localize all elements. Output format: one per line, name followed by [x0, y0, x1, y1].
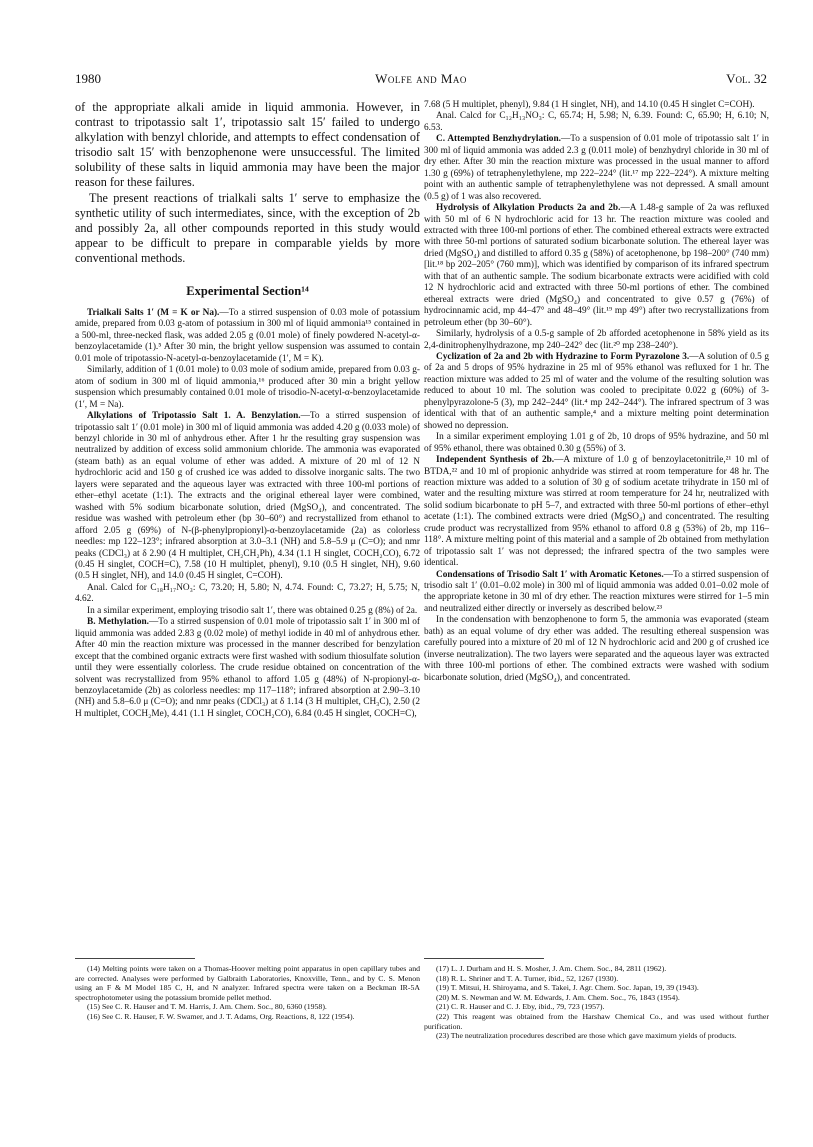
run-in-heading: Condensations of Trisodio Salt 1′ with Aromatic Ketones.	[436, 569, 664, 580]
footnote-rule	[75, 958, 195, 959]
paragraph-text: Anal. Calcd for C₁₈H₁₇NO₃: C, 73.20; H, 5.80; N, 4.74. Found: C, 73.27; H, 5.75; N, 4.62.	[75, 582, 420, 605]
paragraph-text: —To a stirred suspension of 0.01 mole of tripotassio salt 1′ in 300 ml of liquid ammonia was added 2.83 g (0.02 mole) of methyl iodide in 40 ml of anhydrous ether. After 40 min the reaction mixture was processed in the manner described for benzylation except that the combined organic extracts were first washed with sodium thiosulfate solution until they were essentially colorless. The crude residue obtained on concentration of the solvent was recrystallized from 95% ethanol to afford 1.05 g (48%) of N-propionyl-α-benzoylacetamide (2b) as colorless needles: mp 117–118°; infrared absorption at 2.90–3.10 (NH) and 5.8–6.0 μ (C=O); and nmr peaks (CDCl₃) at δ 1.14 (3 H multiplet, CH₃C), 2.50 (2 H multiplet, COCH₂Me), 4.41 (1.1 H singlet, COCH₂CO), 6.84 (0.45 H singlet, COCH=C),	[75, 617, 420, 719]
paragraph-text: Similarly, addition of 1 (0.01 mole) to 0.03 mole of sodium amide, prepared from 0.03 g-atom of sodium in 300 ml of liquid ammonia,¹⁶ produced after 30 min a bright yellow suspension which presumably contained 0.01 mole of trisodio-N-acetyl-α-benzoylacetamide (1′, M = Na).	[75, 365, 420, 410]
experimental-paragraph	[424, 570, 769, 616]
experimental-paragraph	[75, 583, 420, 606]
footnote-rule	[424, 958, 544, 959]
footnote: (21) C. R. Hauser and C. J. Eby, ibid., 79, 723 (1957).	[436, 1002, 605, 1012]
experimental-paragraph	[424, 329, 769, 352]
experimental-paragraph	[75, 606, 420, 617]
experimental-paragraph	[424, 111, 769, 134]
footnote: (22) This reagent was obtained from the Harshaw Chemical Co., and was used without further purification.	[424, 1011, 769, 1031]
page-header	[75, 71, 767, 89]
experimental-paragraph	[75, 365, 420, 411]
footnote: (20) M. S. Newman and W. M. Edwards, J. Am. Chem. Soc., 76, 1843 (1954).	[436, 992, 680, 1002]
paragraph-text: Anal. Calcd for C₁₂H₁₃NO₃: C, 65.74; H, 5.98; N, 6.39. Found: C, 65.90; H, 6.10; N, 6.53.	[424, 111, 769, 133]
paragraph-text: —A solution of 0.5 g of 2a and 5 drops of 95% hydrazine in 25 ml of 95% ethanol was refluxed for 1 hr. The reaction mixture was added to 25 ml of water and the volume of the resulting solution was reduced to about 10 ml. The solution was cooled to precipitate 0.022 g (60%) of 3-phenylpyrazolone-5 (3), mp 242–244° (lit.⁴ mp 242–244°). The infrared spectrum of 3 was identical with that of an authentic sample,⁴ and a mixture melting point determination showed no depression.	[424, 351, 769, 431]
footnote: (19) T. Mitsui, H. Shiroyama, and S. Takei, J. Agr. Chem. Soc. Japan, 19, 39 (1943).	[436, 983, 699, 993]
paragraph-text: In a similar experiment, employing trisodio salt 1′, there was obtained 0.25 g (8%) of 2a.	[87, 605, 418, 616]
paragraph-text: In a similar experiment employing 1.01 g of 2b, 10 drops of 95% hydrazine, and 50 ml of 95% ethanol, there was obtained 0.30 g (55%) of 3.	[424, 432, 769, 454]
right-column	[424, 100, 769, 684]
experimental-paragraph	[424, 100, 769, 111]
paragraph-text: —To a suspension of 0.01 mole of tripotassio salt 1′ in 300 ml of liquid ammonia was added 2.3 g (0.011 mole) of benzhydryl chloride in 30 ml of dry ether. After 30 min the reaction mixture was processed in the usual manner to afford 1.30 g (69%) of tetraphenylethylene, mp 222–224° (lit.¹⁷ mp 222–224°). A mixture melting point with an authentic sample of tetraphenylethylene was not depressed. A small amount (0.5 g) of 1 was also recovered.	[424, 134, 769, 202]
run-in-heading: Cyclization of 2a and 2b with Hydrazine to Form Pyrazolone 3.	[436, 351, 690, 362]
section-heading: Experimental Section¹⁴	[186, 284, 309, 299]
footnotes-right	[424, 964, 769, 1041]
run-in-heading: Alkylations of Tripotassio Salt 1. A. Benzylation.	[87, 411, 301, 422]
running-head: Wolfe and Mao	[375, 71, 467, 86]
run-in-heading: Independent Synthesis of 2b.	[436, 455, 555, 466]
experimental-paragraph	[424, 455, 769, 570]
page-number: 1980	[75, 71, 101, 86]
volume-label: Vol. 32	[726, 71, 767, 86]
experimental-paragraph	[424, 432, 769, 455]
paragraph-text: —A mixture of 1.0 g of benzoylacetonitrile,²¹ 10 ml of BTDA,²² and 10 ml of propionic anhydride was stirred at room temperature for 48 hr. The reaction mixture was added to a solution of 30 g of sodium acetate trihydrate in 150 ml of water and the resulting mixture was stirred at room temperature for 24 hr, neutralized with solid sodium bicarbonate to pH 5–7, and extracted with three 50-ml portions of ether–ethyl acetate (1:1). The combined extracts were dried (MgSO₄) and concentrated. The resulting crude product was recrystallized from 95% ethanol to afford 0.8 g (53%) of 2b, mp 116–118°. A mixture melting point of this material and a sample of 2b obtained from methylation of tripotassio salt 1′ was not depressed; the infrared spectra of the two samples were identical.	[424, 455, 769, 569]
footnotes-left	[75, 964, 420, 1022]
footnote: (16) See C. R. Hauser, F. W. Swamer, and J. T. Adams, Org. Reactions, 8, 122 (1954).	[87, 1011, 355, 1021]
footnote: (23) The neutralization procedures described are those which gave maximum yields of products.	[436, 1031, 737, 1041]
intro-paragraph: of the appropriate alkali amide in liquid ammonia. However, in contrast to tripotassio salt 1′, tripotassio salt 15′ failed to undergo alkylation with benzyl chloride, and attempts to effect condensation of trisodio salt 15′ with benzophenone were unsuccessful. The limited solubility of these salts in liquid ammonia may have been the major reason for these failures.	[75, 100, 420, 190]
paragraph-text: In the condensation with benzophenone to form 5, the ammonia was evaporated (steam bath) as an equal volume of dry ether was added. The resulting ethereal suspension was carefully poured into a mixture of 20 ml of 12 N hydrochloric acid and 200 g of crushed ice (inverse neutralization). The two layers were separated and the aqueous layer was extracted with three 100-ml portions of ether. The combined extracts were washed with sodium bicarbonate solution, dried (MgSO₄), and concentrated.	[424, 615, 769, 683]
run-in-heading: C. Attempted Benzhydrylation.	[436, 134, 561, 145]
paragraph-text: —A 1.48-g sample of 2a was refluxed with 50 ml of 6 N hydrochloric acid for 13 hr. The reaction mixture was cooled and extracted with three 100-ml portions of ether. The combined ethereal extracts were extracted with three 50-ml portions of saturated sodium bicarbonate solution. The ethereal layer was dried (MgSO₄) and distilled to afford 0.35 g (58%) of acetophenone, bp 198–200° (740 mm) [lit.¹⁸ bp 202–205° (760 mm)], which was identified by comparison of its infrared spectrum with that of an authentic sample. The sodium bicarbonate extracts were acidified with cold 12 N hydrochloric acid and extracted with three 50-ml portions of ether. The combined ethereal extracts were dried (MgSO₄) and concentrated to give 0.57 g (76%) of hydrocinnamic acid, mp 44–47° and 48–49° (lit.¹⁹ mp 49°) after two recrystallizations from petroleum ether (bp 30–60°).	[424, 203, 769, 328]
experimental-paragraph	[424, 203, 769, 329]
experimental-paragraph	[75, 411, 420, 583]
footnote: (14) Melting points were taken on a Thomas-Hoover melting point apparatus in open capillary tubes and are corrected. Analyses were performed by Galbraith Laboratories, Knoxville, Tenn., and by C. S. Menon using an F & M Model 185 C, H, and N analyzer. Infrared spectra were taken on a Beckman IR-5A spectrophotometer using the potassium bromide pellet method.	[75, 964, 420, 1002]
experimental-paragraph	[424, 615, 769, 684]
paragraph-text: —To a stirred suspension of 0.03 mole of potassium amide, prepared from 0.03 g-atom of potassium in 300 ml of liquid ammonia¹⁵ contained in a 500-ml, three-necked flask, was added 2.05 g (0.01 mole) of finely powdered N-acetyl-α-benzoylacetamide (1).⁵ After 30 min, the bright yellow suspension was assumed to contain 0.01 mole of tripotassio-N-acetyl-α-benzoylacetamide (1′, M = K).	[75, 308, 420, 364]
intro-text	[75, 100, 420, 266]
footnote: (18) R. L. Shriner and T. A. Turner, ibid., 52, 1267 (1930).	[436, 973, 619, 983]
paragraph-text: —To a stirred suspension of trisodio salt 1′ (0.01–0.02 mole) in 300 ml of liquid ammonia was added 0.01–0.02 mole of the appropriate ketone in 30 ml of dry ether. The reaction mixtures were stirred for 1–5 min and neutralized either directly or inversely as described below.²³	[424, 569, 769, 614]
run-in-heading: B. Methylation.	[87, 617, 149, 628]
experimental-paragraph	[75, 617, 420, 720]
run-in-heading: Trialkali Salts 1′ (M = K or Na).	[87, 308, 220, 319]
paragraph-text: Similarly, hydrolysis of a 0.5-g sample of 2b afforded acetophenone in 58% yield as its 2,4-dinitrophenylhydrazone, mp 240–242° dec (lit.²⁰ mp 238–240°).	[424, 329, 769, 351]
run-in-heading: Hydrolysis of Alkylation Products 2a and 2b.	[436, 203, 621, 214]
experimental-text-right	[424, 100, 769, 684]
left-column	[75, 100, 420, 720]
paragraph-text: 7.68 (5 H multiplet, phenyl), 9.84 (1 H singlet, NH), and 14.10 (0.45 H singlet C=COH).	[424, 100, 755, 110]
footnote: (15) See C. R. Hauser and T. M. Harris, J. Am. Chem. Soc., 80, 6360 (1958).	[87, 1002, 327, 1012]
footnote: (17) L. J. Durham and H. S. Mosher, J. Am. Chem. Soc., 84, 2811 (1962).	[436, 964, 667, 973]
experimental-paragraph	[424, 134, 769, 203]
experimental-paragraph	[424, 352, 769, 432]
experimental-text-left	[75, 308, 420, 720]
paragraph-text: —To a stirred suspension of tripotassio salt 1′ (0.01 mole) in 300 ml of liquid ammonia was added 4.20 g (0.033 mole) of benzyl chloride in 30 ml of anhydrous ether. After 1 hr the resulting gray suspension was neutralized by addition of excess solid ammonium chloride. The ammonia was evaporated (steam bath) as an equal volume of ether was added. A mixture of 20 ml of 12 N hydrochloric acid and 150 g of crushed ice was added to dissolve inorganic salts. The two layers were separated and the aqueous layer was extracted with three 100-ml portions of ether–ethyl acetate (1:1). The extracts and the original ethereal layer were combined, washed with 5% sodium bicarbonate solution, dried (MgSO₄), and concentrated. The residue was washed with petroleum ether (bp 30–60°) and recrystallized from ethanol to afford 2.05 g (69%) of N-(β-phenylpropionyl)-α-benzoylacetamide (2a) as colorless needles: mp 122–123°; infrared absorption at 3.0–3.1 (NH) and 5.8–5.9 μ (C=O); and nmr peaks (CDCl₃) at δ 2.90 (4 H multiplet, CH₂CH₂Ph), 4.34 (1.1 H singlet, COCH₂CO), 6.72 (0.45 H singlet, COCH=C), 7.58 (10 H multiplet, phenyl), 9.10 (0.5 H singlet, NH), 9.60 (0.5 H singlet, NH), and 14.0 (0.45 H singlet, C=COH).	[75, 411, 421, 582]
experimental-paragraph	[75, 308, 420, 365]
intro-paragraph: The present reactions of trialkali salts 1′ serve to emphasize the synthetic utility of such intermediates, since, with the exception of 2b and possibly 2a, all other compounds reported in this study would appear to be difficult to prepare in comparable yields by more conventional methods.	[75, 190, 420, 265]
